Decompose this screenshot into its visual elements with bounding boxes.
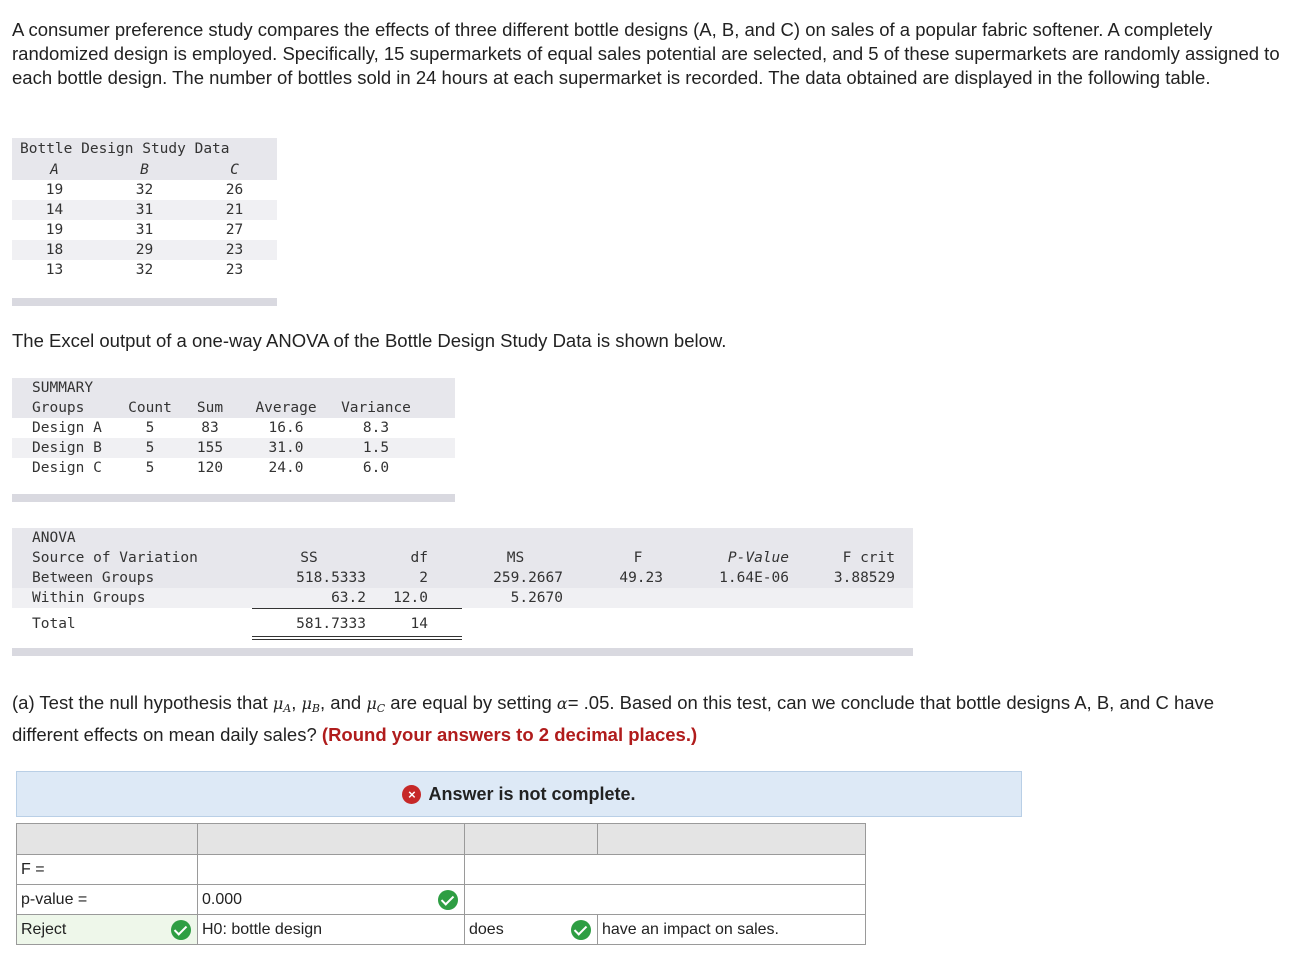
summary-table xyxy=(12,378,455,502)
table-row xyxy=(12,458,455,478)
check-icon xyxy=(571,920,591,940)
col-sum: Sum xyxy=(196,400,224,416)
anova-row-between xyxy=(12,568,913,588)
table-row xyxy=(12,418,455,438)
cell: 120 xyxy=(196,460,224,476)
cell: 63.2 xyxy=(331,590,366,606)
cell: Total xyxy=(32,616,76,632)
cell: 24.0 xyxy=(268,460,304,476)
cell: 5 xyxy=(145,460,155,476)
f-label: F = xyxy=(17,855,198,885)
cell: 12.0 xyxy=(393,590,428,606)
cell: 2 xyxy=(419,570,428,586)
anova-header xyxy=(12,548,913,568)
hypothesis-text: H0: bottle design xyxy=(198,915,465,945)
col-pvalue: P-Value xyxy=(727,550,789,566)
cell: 14 xyxy=(45,202,64,218)
cell: Design A xyxy=(32,420,102,436)
cell: 16.6 xyxy=(268,420,304,436)
rounding-note: (Round your answers to 2 decimal places.) xyxy=(321,724,698,745)
sum-rule xyxy=(252,608,462,609)
table-row xyxy=(12,240,277,260)
col-fcrit: F crit xyxy=(842,550,895,566)
question-prefix: (a) Test the null hypothesis that xyxy=(12,692,268,713)
cell: 27 xyxy=(225,222,244,238)
cell: 21 xyxy=(225,202,244,218)
table-row xyxy=(12,438,455,458)
question-a: (a) Test the null hypothesis that $\mu_A$, $\mu_B$, and $\mu_C$ are equal by setting α= .05. Based on this test, can we conclude that bottle designs A, B, and C have different effects on mean daily sales? (Round your answers to 2 decimal places.) xyxy=(12,692,1215,745)
answer-status-text: Answer is not complete. xyxy=(428,783,636,804)
anova-table xyxy=(12,528,913,656)
cell: 32 xyxy=(135,262,154,278)
cell: 31 xyxy=(135,202,154,218)
question-middle: are equal by setting xyxy=(390,692,552,713)
col-df: df xyxy=(410,550,428,566)
cell: 581.7333 xyxy=(296,616,366,632)
summary-title: SUMMARY xyxy=(32,380,94,396)
col-groups: Groups xyxy=(32,400,85,416)
table-row xyxy=(12,220,277,240)
cell: 518.5333 xyxy=(296,570,366,586)
col-count: Count xyxy=(128,400,172,416)
cell: 49.23 xyxy=(619,570,663,586)
cell: Design B xyxy=(32,440,102,456)
cell: Within Groups xyxy=(32,590,146,606)
cell: 83 xyxy=(201,420,219,436)
anova-row-total xyxy=(12,614,913,634)
table-row xyxy=(12,200,277,220)
col-ms: MS xyxy=(506,550,525,566)
cell: 1.64E-06 xyxy=(719,570,789,586)
col-variance: Variance xyxy=(341,400,411,416)
f-input[interactable] xyxy=(198,855,465,885)
check-icon xyxy=(438,890,458,910)
study-table-caption: Bottle Design Study Data xyxy=(12,138,277,160)
decision-select[interactable]: Reject xyxy=(17,915,198,945)
question-suffix: = .05. Based on this test, can we conclude that bottle designs A, B, and C have different effects on mean daily sales? xyxy=(12,692,1215,745)
table-footer-bar xyxy=(12,298,277,306)
study-table-header xyxy=(12,160,277,180)
anova-title: ANOVA xyxy=(32,530,76,546)
error-icon: × xyxy=(402,785,421,804)
alpha-symbol: α xyxy=(556,694,568,713)
header-a: A xyxy=(50,162,59,178)
cell: 8.3 xyxy=(362,420,390,436)
cell: 155 xyxy=(196,440,224,456)
cell: 13 xyxy=(45,262,64,278)
cell: 29 xyxy=(135,242,154,258)
cell: 5.2670 xyxy=(510,590,563,606)
cell: 259.2667 xyxy=(493,570,563,586)
pvalue-input[interactable]: 0.000 xyxy=(198,885,465,915)
cell: Between Groups xyxy=(32,570,155,586)
check-icon xyxy=(171,920,191,940)
cell: 31.0 xyxy=(268,440,304,456)
cell: 23 xyxy=(225,262,244,278)
col-f: F xyxy=(633,550,643,566)
table-footer-bar xyxy=(12,494,455,502)
answer-status-banner xyxy=(16,771,1022,817)
cell: 14 xyxy=(410,616,428,632)
total-rule xyxy=(252,636,462,637)
cell: 19 xyxy=(45,222,64,238)
cell: 3.88529 xyxy=(833,570,895,586)
cell: 1.5 xyxy=(362,440,390,456)
does-select[interactable]: does xyxy=(465,915,598,945)
total-rule-double xyxy=(252,639,462,640)
col-source: Source of Variation xyxy=(32,550,198,566)
cell: 32 xyxy=(135,182,154,198)
mu-c: $\mu_C$ xyxy=(366,694,386,715)
cell: 31 xyxy=(135,222,154,238)
study-data-table xyxy=(12,138,277,306)
cell: 26 xyxy=(225,182,244,198)
cell: Design C xyxy=(32,460,102,476)
header-c: C xyxy=(230,162,239,178)
table-footer-bar xyxy=(12,648,913,656)
question-and: and xyxy=(330,692,362,713)
cell: 18 xyxy=(45,242,64,258)
mu-a: $\mu_A$ xyxy=(272,694,292,715)
excel-note: The Excel output of a one-way ANOVA of the Bottle Design Study Data is shown below. xyxy=(12,330,727,351)
cell: 6.0 xyxy=(362,460,390,476)
conclusion-text: have an impact on sales. xyxy=(598,915,866,945)
cell: 5 xyxy=(145,440,155,456)
summary-header xyxy=(12,398,455,418)
cell: 19 xyxy=(45,182,64,198)
mu-b: $\mu_B$ xyxy=(301,694,321,715)
cell: 5 xyxy=(145,420,155,436)
table-row xyxy=(12,180,277,200)
header-b: B xyxy=(140,162,149,178)
anova-row-within xyxy=(12,588,913,608)
problem-intro: A consumer preference study compares the effects of three different bottle designs (A, B, and C) on sales of a popular fabric softener. A completely randomized design is employed. Specifically, 15 supermarkets of equal sales potential are selected, and 5 of these supermarkets are randomly assigned to each bottle design. The number of bottles sold in 24 hours at each supermarket is recorded. The data obtained are displayed in the following table. xyxy=(12,19,1280,88)
col-average: Average xyxy=(255,400,317,416)
pvalue-label: p-value = xyxy=(17,885,198,915)
cell: 23 xyxy=(225,242,244,258)
col-ss: SS xyxy=(300,550,318,566)
answer-grid xyxy=(16,823,866,945)
table-row xyxy=(12,260,277,280)
